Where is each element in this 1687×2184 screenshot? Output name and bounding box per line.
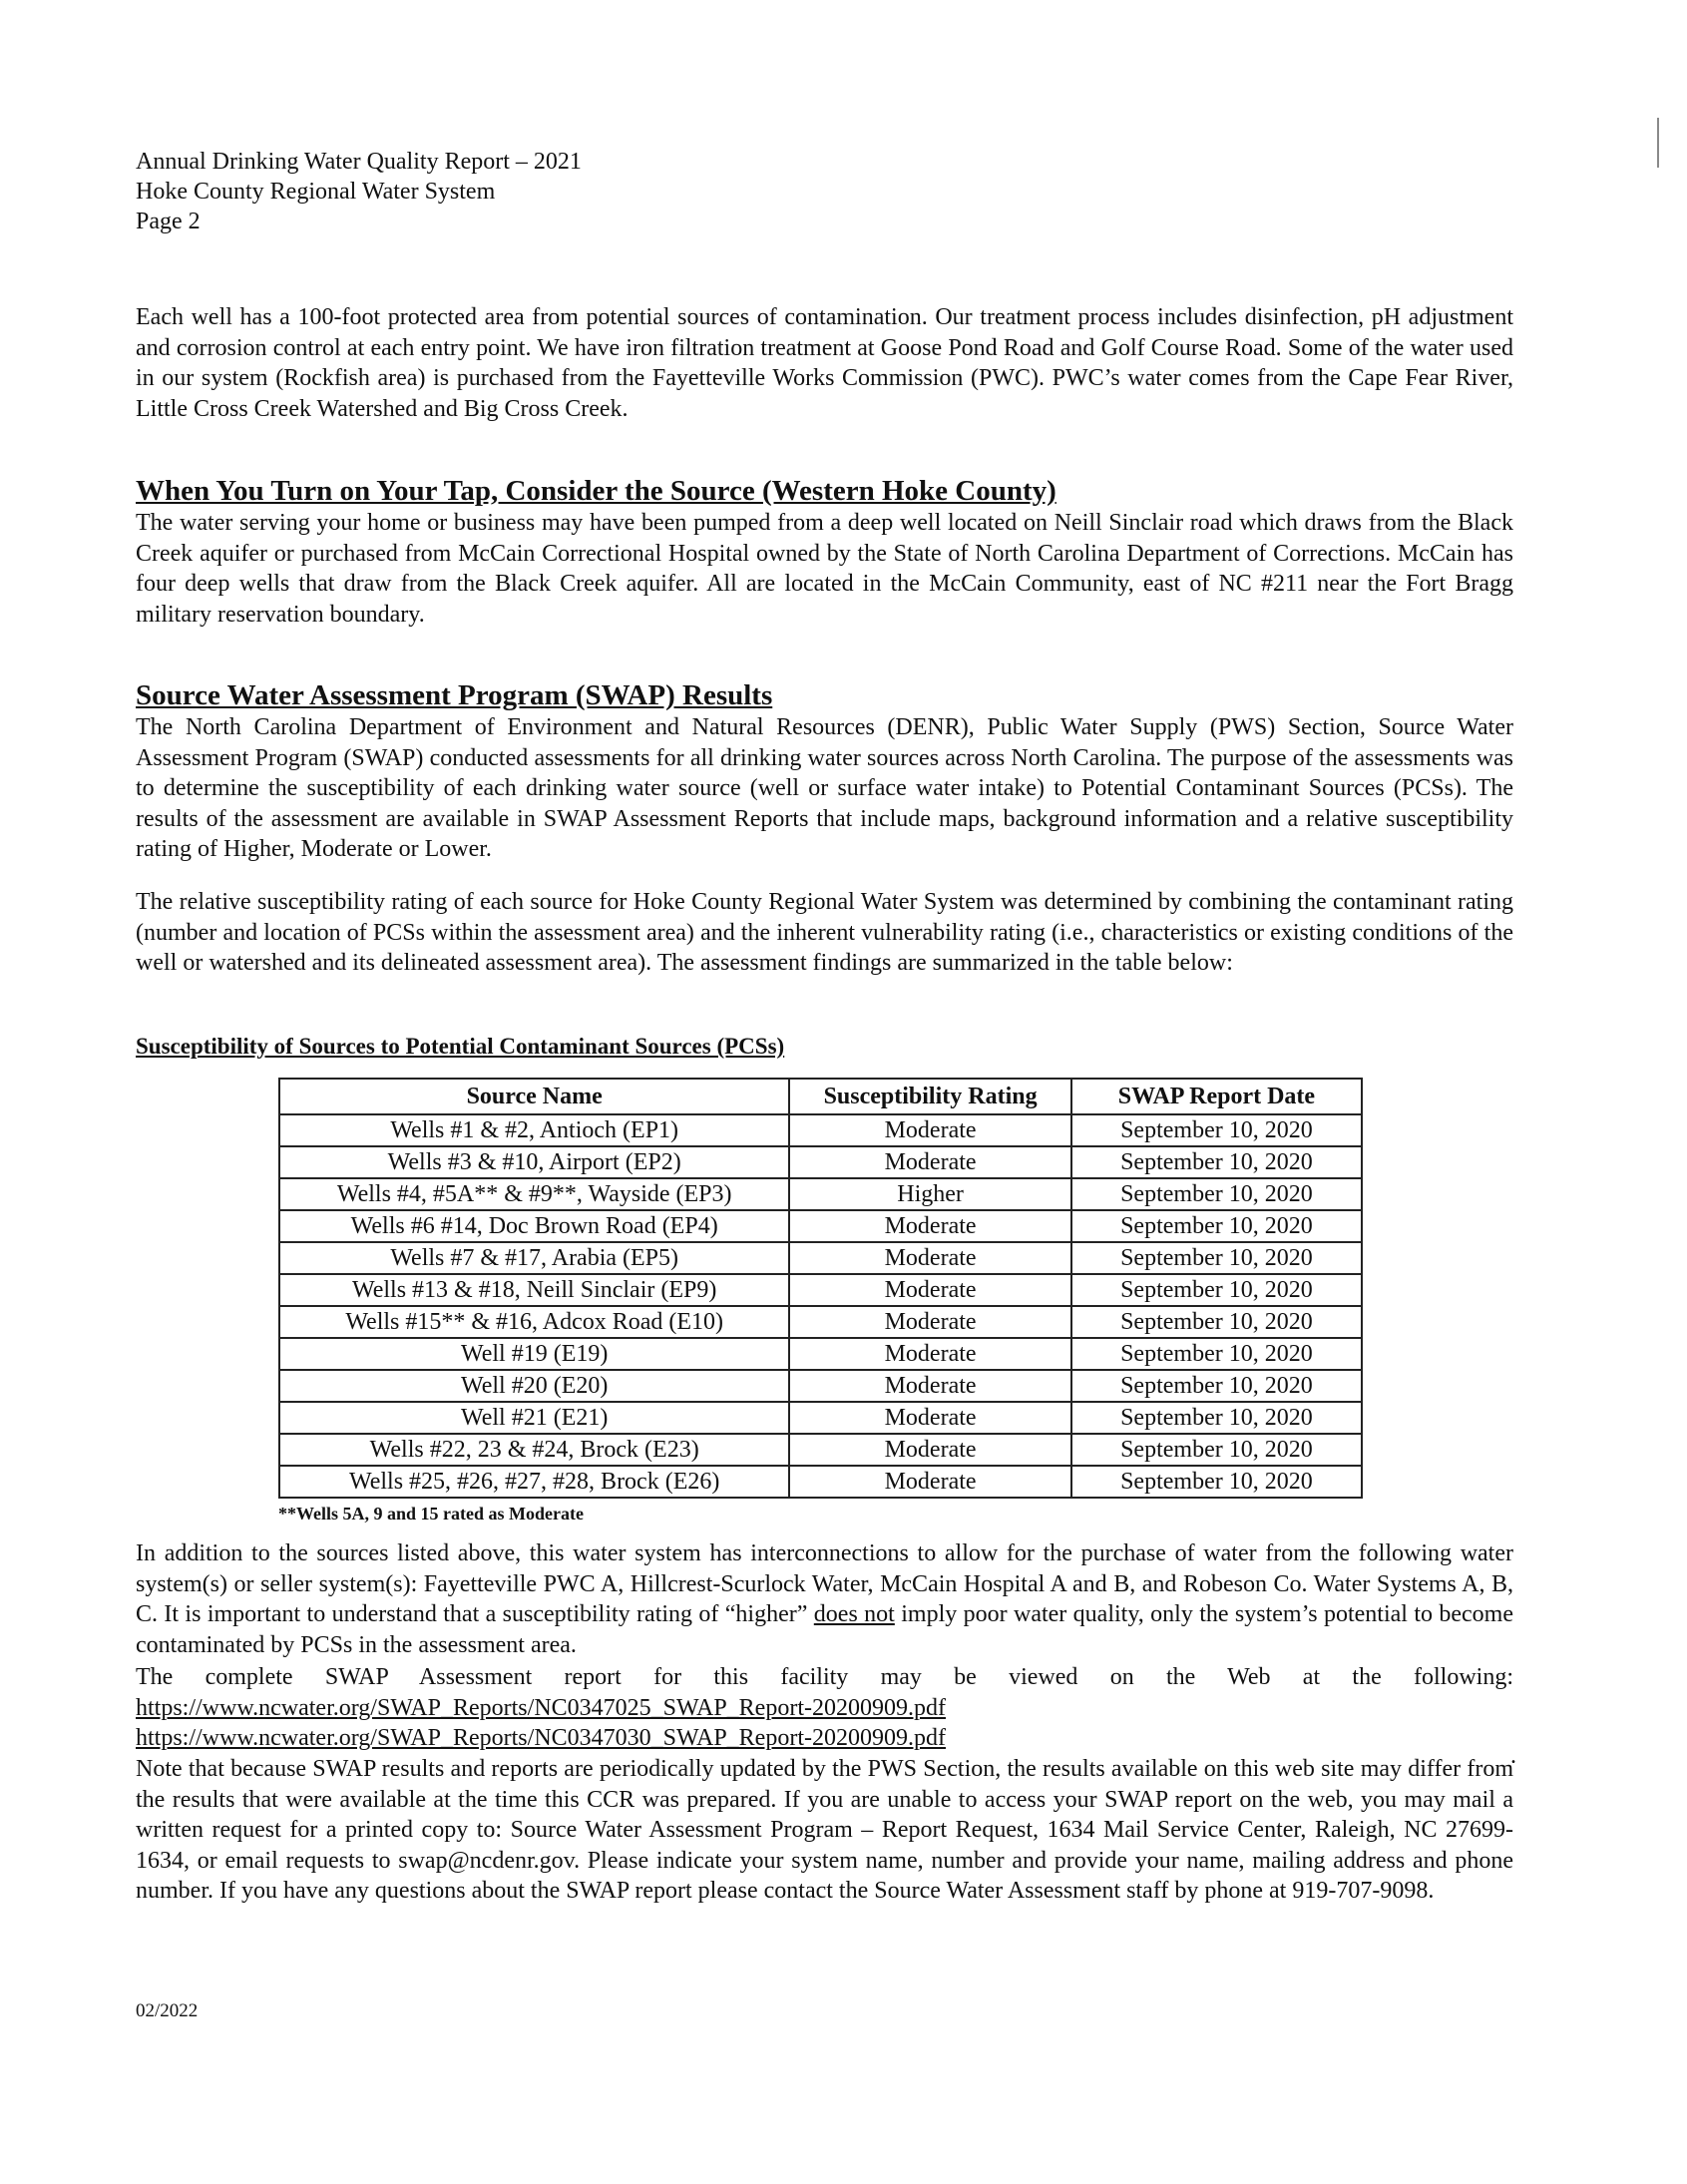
source-name-cell: Wells #4, #5A** & #9**, Wayside (EP3) bbox=[279, 1178, 789, 1210]
table-row bbox=[279, 1146, 1362, 1178]
trailing-period: . bbox=[1510, 1743, 1516, 1769]
table-row bbox=[279, 1114, 1362, 1146]
table-title: Susceptibility of Sources to Potential Contaminant Sources (PCSs) bbox=[136, 1034, 785, 1059]
table-row bbox=[279, 1434, 1362, 1466]
footer-date: 02/2022 bbox=[136, 2000, 199, 2021]
page-number: Page 2 bbox=[136, 209, 201, 234]
date-cell: September 10, 2020 bbox=[1071, 1274, 1362, 1306]
rating-cell: Moderate bbox=[789, 1210, 1070, 1242]
source-name-cell: Wells #15** & #16, Adcox Road (E10) bbox=[279, 1306, 789, 1338]
interconnect-paragraph bbox=[136, 1538, 1513, 1660]
date-cell: September 10, 2020 bbox=[1071, 1370, 1362, 1402]
source-name-cell: Wells #25, #26, #27, #28, Brock (E26) bbox=[279, 1466, 789, 1498]
header-susceptibility-rating: Susceptibility Rating bbox=[789, 1079, 1070, 1114]
page-header bbox=[136, 147, 582, 236]
source-name-cell: Wells #1 & #2, Antioch (EP1) bbox=[279, 1114, 789, 1146]
source-name-cell: Wells #6 #14, Doc Brown Road (EP4) bbox=[279, 1210, 789, 1242]
header-swap-report-date: SWAP Report Date bbox=[1071, 1079, 1362, 1114]
rating-cell: Moderate bbox=[789, 1306, 1070, 1338]
interconnect-text-before: In addition to the sources listed above, this water system has interconnections to allow for the purchase of water from the following water system(s) or seller system(s): Fayetteville PWC A, Hillcrest-Scurlock Water, McCain Hospital A and B, and Robeson Co. Water Systems A, B, C. It is important to understand that a susceptibility rating of “higher” bbox=[136, 1540, 1513, 1627]
system-name: Hoke County Regional Water System bbox=[136, 179, 496, 205]
date-cell: September 10, 2020 bbox=[1071, 1338, 1362, 1370]
source-name-cell: Well #19 (E19) bbox=[279, 1338, 789, 1370]
date-cell: September 10, 2020 bbox=[1071, 1306, 1362, 1338]
date-cell: September 10, 2020 bbox=[1071, 1210, 1362, 1242]
date-cell: September 10, 2020 bbox=[1071, 1402, 1362, 1434]
table-row bbox=[279, 1466, 1362, 1498]
source-name-cell: Wells #13 & #18, Neill Sinclair (EP9) bbox=[279, 1274, 789, 1306]
susceptibility-table bbox=[278, 1078, 1363, 1499]
rating-cell: Moderate bbox=[789, 1402, 1070, 1434]
swap-heading: Source Water Assessment Program (SWAP) Results bbox=[136, 679, 773, 711]
table-row bbox=[279, 1306, 1362, 1338]
source-name-cell: Well #21 (E21) bbox=[279, 1402, 789, 1434]
scan-edge-mark bbox=[1657, 118, 1659, 168]
table-row bbox=[279, 1338, 1362, 1370]
interconnect-text bbox=[136, 1538, 1513, 1660]
western-text: The water serving your home or business may have been pumped from a deep well located on Neill Sinclair road which draws from the Black Creek aquifer or purchased from McCain Correctional Hospital owned by the State of North Carolina Department of Corrections. McCain has four deep wells that draw from the Black Creek aquifer. All are located in the McCain Community, east of NC #211 near the Fort Bragg military reservation boundary. bbox=[136, 510, 1513, 628]
rating-cell: Moderate bbox=[789, 1466, 1070, 1498]
rating-cell: Higher bbox=[789, 1178, 1070, 1210]
report-title: Annual Drinking Water Quality Report – 2021 bbox=[136, 149, 582, 175]
swap-report-link-1[interactable]: https://www.ncwater.org/SWAP_Reports/NC0347025_SWAP_Report-20200909.pdf bbox=[136, 1694, 946, 1721]
date-cell: September 10, 2020 bbox=[1071, 1242, 1362, 1274]
rating-cell: Moderate bbox=[789, 1114, 1070, 1146]
western-heading: When You Turn on Your Tap, Consider the Source (Western Hoke County) bbox=[136, 475, 1056, 507]
intro-text: Each well has a 100-foot protected area from potential sources of contamination. Our treatment process includes disinfection, pH adjustment and corrosion control at each entry point. We have iron filtration treatment at Goose Pond Road and Golf Course Road. Some of the water used in our system (Rockfish area) is purchased from the Fayetteville Works Commission (PWC). PWC’s water comes from the Cape Fear River, Little Cross Creek Watershed and Big Cross Creek. bbox=[136, 304, 1513, 422]
swap-note-text: Note that because SWAP results and reports are periodically updated by the PWS Section, the results available on this web site may differ from the results that were available at the time this CCR was prepared. If you are unable to access your SWAP report on the web, you may mail a written request for a printed copy to: Source Water Assessment Program – Report Request, 1634 Mail Service Center, Raleigh, NC 27699-1634, or email requests to swap@ncdenr.gov. Please indicate your system name, number and provide your name, mailing address and phone number. If you have any questions about the SWAP report please contact the Source Water Assessment staff by phone at 919-707-9098. bbox=[136, 1756, 1513, 1904]
rating-cell: Moderate bbox=[789, 1434, 1070, 1466]
source-name-cell: Well #20 (E20) bbox=[279, 1370, 789, 1402]
source-name-cell: Wells #7 & #17, Arabia (EP5) bbox=[279, 1242, 789, 1274]
rating-cell: Moderate bbox=[789, 1274, 1070, 1306]
table-header-row bbox=[279, 1079, 1362, 1114]
date-cell: September 10, 2020 bbox=[1071, 1434, 1362, 1466]
rating-cell: Moderate bbox=[789, 1338, 1070, 1370]
swap-paragraph-1 bbox=[136, 712, 1513, 865]
swap-report-link-2[interactable]: https://www.ncwater.org/SWAP_Reports/NC0347030_SWAP_Report-20200909.pdf bbox=[136, 1725, 946, 1751]
source-name-cell: Wells #3 & #10, Airport (EP2) bbox=[279, 1146, 789, 1178]
date-cell: September 10, 2020 bbox=[1071, 1466, 1362, 1498]
rating-cell: Moderate bbox=[789, 1370, 1070, 1402]
source-name-cell: Wells #22, 23 & #24, Brock (E23) bbox=[279, 1434, 789, 1466]
complete-report-intro: The complete SWAP Assessment report for this facility may be viewed on the Web at the following: bbox=[136, 1664, 1513, 1690]
swap-note-paragraph bbox=[136, 1754, 1513, 1907]
table-row bbox=[279, 1370, 1362, 1402]
interconnect-text-underlined: does not bbox=[813, 1601, 895, 1627]
table-row bbox=[279, 1402, 1362, 1434]
intro-paragraph bbox=[136, 302, 1513, 424]
table-footnote: **Wells 5A, 9 and 15 rated as Moderate bbox=[278, 1504, 584, 1524]
swap-text-1: The North Carolina Department of Environment and Natural Resources (DENR), Public Water Supply (PWS) Section, Source Water Assessment Program (SWAP) conducted assessments for all drinking water sources across North Carolina. The purpose of the assessments was to determine the susceptibility of each drinking water source (well or surface water intake) to Potential Contaminant Sources (PCSs). The results of the assessment are available in SWAP Assessment Reports that include maps, background information and a relative susceptibility rating of Higher, Moderate or Lower. bbox=[136, 714, 1513, 862]
date-cell: September 10, 2020 bbox=[1071, 1114, 1362, 1146]
date-cell: September 10, 2020 bbox=[1071, 1178, 1362, 1210]
table-row bbox=[279, 1178, 1362, 1210]
table-row bbox=[279, 1210, 1362, 1242]
rating-cell: Moderate bbox=[789, 1146, 1070, 1178]
western-paragraph bbox=[136, 508, 1513, 630]
table-row bbox=[279, 1274, 1362, 1306]
table-row bbox=[279, 1242, 1362, 1274]
interconnect-text-after: imply poor water quality, only the system’s potential to become contaminated by PCSs in the assessment area. bbox=[136, 1601, 1513, 1658]
rating-cell: Moderate bbox=[789, 1242, 1070, 1274]
swap-paragraph-2 bbox=[136, 887, 1513, 979]
report-links-block bbox=[136, 1662, 1513, 1754]
date-cell: September 10, 2020 bbox=[1071, 1146, 1362, 1178]
header-source-name: Source Name bbox=[279, 1079, 789, 1114]
swap-text-2: The relative susceptibility rating of each source for Hoke County Regional Water System was determined by combining the contaminant rating (number and location of PCSs within the assessment area) and the inherent vulnerability rating (i.e., characteristics or existing conditions of the well or watershed and its delineated assessment area). The assessment findings are summarized in the table below: bbox=[136, 889, 1513, 976]
